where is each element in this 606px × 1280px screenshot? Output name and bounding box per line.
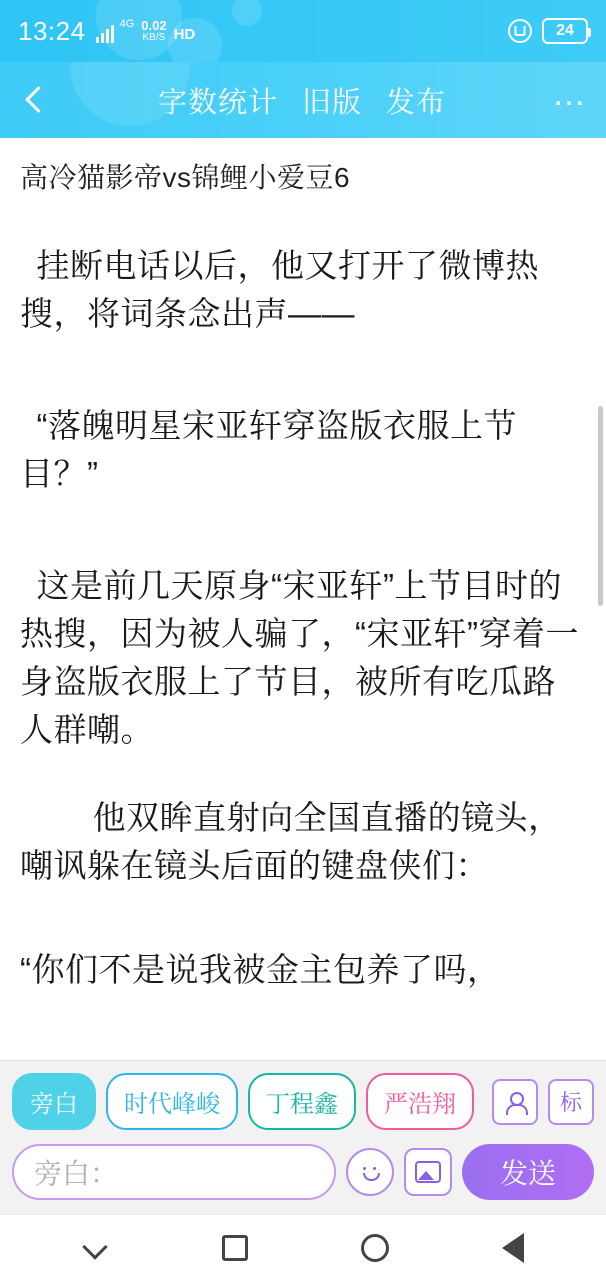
person-icon[interactable] — [492, 1079, 538, 1125]
tag-yanhaoxiang[interactable]: 严浩翔 — [366, 1073, 474, 1130]
status-left-icons — [96, 19, 196, 43]
paragraph: “落魄明星宋亚轩穿盗版衣服上节目？” — [20, 407, 517, 492]
network-speed-value: 0.02 — [141, 17, 167, 33]
decorative-bubble — [232, 0, 262, 26]
system-navigation-bar — [0, 1214, 606, 1280]
battery-level: 24 — [556, 22, 574, 39]
paragraph: 这是前几天原身“宋亚轩”上节目时的热搜，因为被人骗了，“宋亚轩”穿着一身盗版衣服上了节目，被所有吃瓜路人群嘲。 — [20, 567, 579, 748]
old-version-button[interactable]: 旧版 — [301, 86, 362, 119]
status-right-icons — [508, 18, 588, 44]
paragraph: 他双眸直射向全国直播的镜头，嘲讽躲在镜头后面的键盘侠们： — [20, 799, 562, 884]
character-tag-row — [12, 1073, 594, 1130]
signal-label: 4G — [119, 17, 135, 30]
network-speed — [141, 19, 166, 43]
spacer — [16, 202, 590, 242]
signal-icon — [96, 23, 114, 43]
send-button[interactable]: 发送 — [462, 1144, 594, 1200]
paragraph: 挂断电话以后，他又打开了微博热搜，将词条念出声—— — [20, 247, 539, 332]
back-chevron-icon[interactable] — [18, 83, 52, 117]
smiley-glyph-icon — [357, 1159, 383, 1185]
spacer — [16, 338, 590, 402]
document-content[interactable] — [0, 138, 606, 1060]
message-input-placeholder: 旁白： — [34, 1158, 119, 1189]
spacer — [16, 890, 590, 946]
more-options-icon[interactable]: … — [551, 75, 588, 113]
tag-shidaifengjun[interactable]: 时代峰峻 — [106, 1073, 238, 1130]
tag-narrator[interactable]: 旁白 — [12, 1073, 96, 1130]
page-title: 高冷猫影帝vs锦鲤小爱豆6 — [20, 162, 351, 193]
person-glyph-icon — [504, 1090, 526, 1114]
spacer — [16, 498, 590, 562]
lock-icon — [508, 19, 532, 43]
paragraph: “你们不是说我被金主包养了吗， — [20, 951, 501, 988]
mark-button[interactable]: 标 — [548, 1079, 594, 1125]
square-icon[interactable] — [222, 1235, 248, 1261]
network-speed-unit: KB/S — [142, 31, 166, 43]
nav-actions — [158, 80, 446, 121]
battery-icon — [542, 18, 588, 44]
circle-icon[interactable] — [361, 1234, 389, 1262]
scrollbar-thumb[interactable] — [598, 406, 603, 606]
spacer — [16, 754, 590, 794]
message-input[interactable] — [12, 1144, 336, 1200]
hd-badge: HD — [173, 26, 196, 44]
tag-dingchengxin[interactable]: 丁程鑫 — [248, 1073, 356, 1130]
message-input-row — [12, 1144, 594, 1200]
smiley-icon[interactable] — [346, 1148, 394, 1196]
bottom-toolbar — [0, 1060, 606, 1214]
top-navigation-bar — [0, 62, 606, 138]
image-icon[interactable] — [404, 1148, 452, 1196]
publish-button[interactable]: 发布 — [386, 86, 447, 119]
word-count-button[interactable]: 字数统计 — [157, 86, 278, 119]
triangle-icon[interactable] — [502, 1233, 524, 1263]
status-time: 13:24 — [18, 15, 86, 46]
status-bar — [0, 0, 606, 62]
image-glyph-icon — [415, 1161, 441, 1183]
chevron-down-icon[interactable] — [83, 1235, 109, 1261]
